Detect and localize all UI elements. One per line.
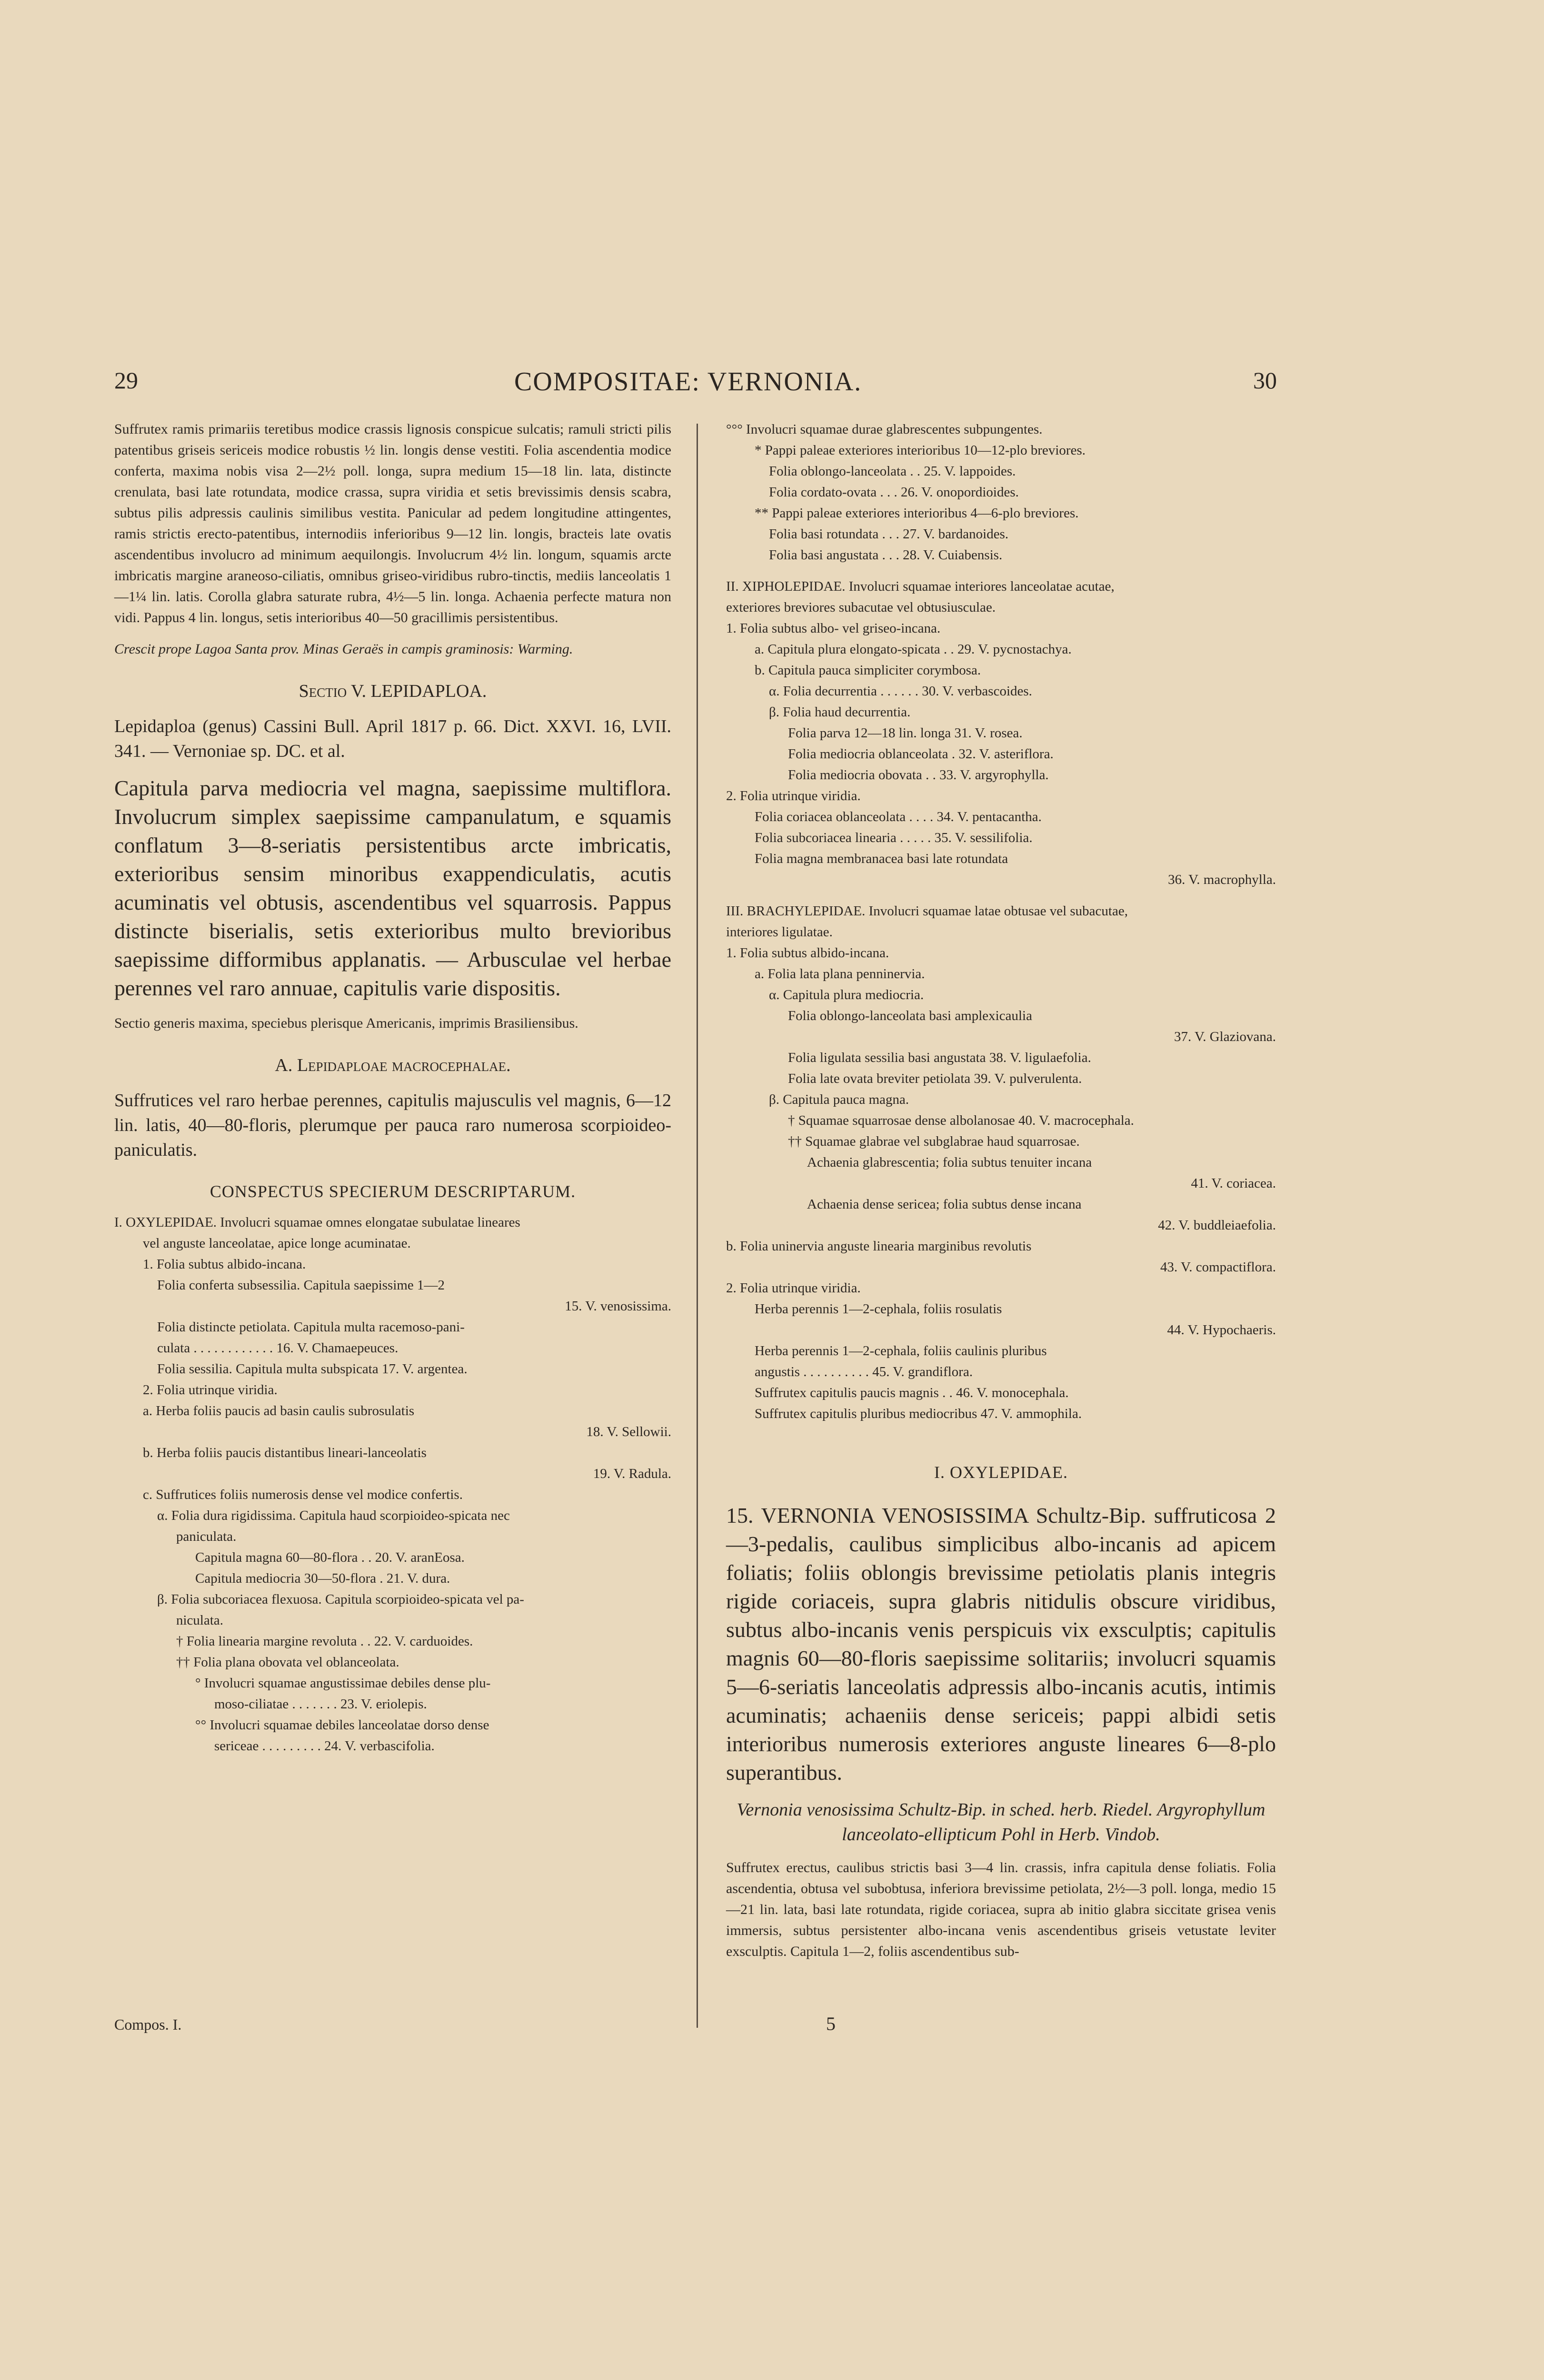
habitat-note: Crescit prope Lagoa Santa prov. Minas Geraës in campis graminosis: Warming. [114,641,573,657]
species-key-right [726,419,1276,1424]
key-line: Capitula mediocria 30—50-flora . 21. V. dura. [195,1571,450,1586]
key-line: Folia oblongo-lanceolata basi amplexicaulia [788,1008,1032,1023]
key-line: 41. V. coriacea. [1191,1176,1276,1191]
sheet-number: 5 [826,2013,836,2034]
signature-mark: Compos. I. [114,2016,182,2033]
key-line: 2. Folia utrinque viridia. [726,788,861,803]
key-line: Folia ligulata sessilia basi angustata 38. V. ligulaefolia. [788,1050,1091,1065]
key-line: II. XIPHOLEPIDAE. Involucri squamae interiores lanceolatae acutae, [726,579,1115,594]
key-line: b. Capitula pauca simpliciter corymbosa. [755,663,981,678]
key-line: c. Suffrutices foliis numerosis dense vel modice confertis. [143,1487,463,1502]
key-line: Achaenia glabrescentia; folia subtus tenuiter incana [807,1155,1092,1170]
key-line: β. Capitula pauca magna. [769,1092,909,1107]
key-line: Folia conferta subsessilia. Capitula saepissime 1—2 [157,1278,445,1293]
key-line: † Folia linearia margine revoluta . . 22. V. carduoides. [176,1634,473,1649]
key-line: ** Pappi paleae exteriores interioribus 4—6-plo breviores. [755,506,1079,521]
key-line: 42. V. buddleiaefolia. [1158,1218,1276,1233]
right-column [726,419,1276,1962]
key-line: Folia late ovata breviter petiolata 39. V. pulverulenta. [788,1071,1082,1086]
key-line: moso-ciliatae . . . . . . . 23. V. eriolepis. [214,1696,427,1712]
key-line: a. Folia lata plana penninervia. [755,966,925,982]
key-line: 15. V. venosissima. [565,1299,671,1314]
key-line: °° Involucri squamae debiles lanceolatae dorso dense [195,1717,489,1733]
key-line: ° Involucri squamae angustissimae debiles dense plu- [195,1676,491,1691]
key-line: β. Folia haud decurrentia. [769,704,911,720]
key-line: exteriores breviores subacutae vel obtusiusculae. [726,600,996,615]
key-line: 2. Folia utrinque viridia. [143,1382,278,1398]
genus-citation: Lepidaploa (genus) Cassini Bull. April 1817 p. 66. Dict. XXVI. 16, LVII. 341. — Vernoniae sp. DC. et al. [114,716,671,761]
key-line: Herba perennis 1—2-cephala, foliis rosulatis [755,1301,1002,1317]
section-description: Capitula parva mediocria vel magna, saepissime multiflora. Involucrum simplex saepissime campanulatum, e squamis conflatum 3—8-seriatis persistentibus arcte imbricatis, exterioribus sensim minoribus exappendiculatis, acutis acuminatis vel obtusis, ascendentibus vel squarrosis. Pappus distincte biserialis, setis exterioribus multo brevioribus saepissime difformibus applanatis. — Arbusculae vel herbae perennes vel raro annuae, capitulis varie dispositis. [114,776,671,1000]
key-line: a. Herba foliis paucis ad basin caulis subrosulatis [143,1403,415,1418]
key-line: Folia coriacea oblanceolata . . . . 34. V. pentacantha. [755,809,1042,824]
key-line: α. Capitula plura mediocria. [769,987,924,1002]
key-line: 19. V. Radula. [593,1466,671,1481]
key-line: 43. V. compactiflora. [1160,1259,1276,1275]
left-page-number: 29 [114,367,138,394]
key-line: Folia mediocria oblanceolata . 32. V. asteriflora. [788,746,1054,762]
key-line: 1. Folia subtus albido-incana. [143,1257,306,1272]
key-line: Folia sessilia. Capitula multa subspicata 17. V. argentea. [157,1361,468,1377]
key-line: Folia magna membranacea basi late rotundata [755,851,1008,866]
key-line: angustis . . . . . . . . . . 45. V. grandiflora. [755,1364,973,1379]
species-synonyms: Vernonia venosissima Schultz-Bip. in sched. herb. Riedel. Argyrophyllum lanceolato-ellipticum Pohl in Herb. Vindob. [737,1800,1265,1844]
conspectus-title: CONSPECTUS SPECIERUM DESCRIPTARUM. [209,1182,576,1201]
key-line: Folia basi angustata . . . 28. V. Cuiabensis. [769,547,1003,563]
key-line: III. BRACHYLEPIDAE. Involucri squamae latae obtusae vel subacutae, [726,903,1128,919]
right-page-number: 30 [1253,367,1277,394]
group-heading: I. OXYLEPIDAE. [934,1463,1068,1482]
key-line: 2. Folia utrinque viridia. [726,1280,861,1296]
key-line: Capitula magna 60—80-flora . . 20. V. aranEosa. [195,1550,465,1565]
column-divider [697,424,698,2028]
key-line: α. Folia dura rigidissima. Capitula haud scorpioideo-spicata nec [157,1508,510,1523]
key-line: niculata. [176,1613,224,1628]
key-line: Folia oblongo-lanceolata . . 25. V. lappoides. [769,464,1016,479]
key-line: Suffrutex capitulis pluribus mediocribus 47. V. ammophila. [755,1406,1082,1421]
key-line: † Squamae squarrosae dense albolanosae 40. V. macrocephala. [788,1113,1134,1128]
key-line: †† Folia plana obovata vel oblanceolata. [176,1655,399,1670]
species-full-description: Suffrutex erectus, caulibus strictis basi 3—4 lin. crassis, infra capitula dense foliatis. Folia ascendentia, obtusa vel subobtusa, inferiora brevissime petiolata, 2½—3 poll. longa, medio 15—21 lin. lata, basi late rotundata, rigide coriacea, supra ab initio glabra siccitate grisea venis immersis, subtus persistenter albo-incana venis ascendentibus griseis vetustate leviter exsculptis. Capitula 1—2, foliis ascendentibus sub- [726,1860,1276,1959]
key-line: 44. V. Hypochaeris. [1167,1322,1276,1338]
key-line: Herba perennis 1—2-cephala, foliis caulinis pluribus [755,1343,1047,1359]
key-line: sericeae . . . . . . . . . 24. V. verbascifolia. [214,1738,435,1754]
key-line: culata . . . . . . . . . . . . 16. V. Chamaepeuces. [157,1340,398,1356]
key-line: Suffrutex capitulis paucis magnis . . 46. V. monocephala. [755,1385,1069,1400]
key-line: b. Folia uninervia anguste linearia marginibus revolutis [726,1239,1032,1254]
species-key-left [114,1212,671,1756]
key-line: α. Folia decurrentia . . . . . . 30. V. verbascoides. [769,684,1032,699]
left-column [114,419,671,1756]
key-line: Folia subcoriacea linearia . . . . . 35. V. sessilifolia. [755,830,1033,845]
key-line: a. Capitula plura elongato-spicata . . 29. V. pycnostachya. [755,642,1072,657]
key-line: interiores ligulatae. [726,924,833,940]
key-line: Folia cordato-ovata . . . 26. V. onopordioides. [769,485,1019,500]
species-diagnosis: 15. VERNONIA VENOSISSIMA Schultz-Bip. suffruticosa 2—3-pedalis, caulibus simplicibus albo-incanis ad apicem foliatis; foliis oblongis brevissime petiolatis planis integris rigide coriaceis, supra glabris nitidulis obscure viridibus, subtus albo-incanis venis perspicuis vix exsculptis; capitulis magnis 60—80-floris saepissime solitariis; involucri squamis 5—6-seriatis lanceolatis adpressis albo-incanis acutis, intimis acuminatis; achaeniis dense sericeis; pappi albidi setis interioribus numerosis exteriores anguste lineares 6—8-plo superantibus. [726,1503,1276,1785]
section-heading: Sectio V. LEPIDAPLOA. [299,681,487,701]
section-note: Sectio generis maxima, speciebus plerisque Americanis, imprimis Brasiliensibus. [114,1015,578,1031]
key-line: b. Herba foliis paucis distantibus lineari-lanceolatis [143,1445,427,1460]
key-line: Folia distincte petiolata. Capitula multa racemoso-pani- [157,1319,465,1335]
key-line: 36. V. macrophylla. [1168,872,1276,887]
key-line: 1. Folia subtus albido-incana. [726,945,889,961]
subsection-description: Suffrutices vel raro herbae perennes, capitulis majusculis vel magnis, 6—12 lin. latis, 40—80-floris, plerumque per pauca raro numerosa scorpioideo-paniculatis. [114,1091,671,1160]
key-line: Folia mediocria obovata . . 33. V. argyrophylla. [788,767,1049,783]
key-line: °°° Involucri squamae durae glabrescentes subpungentes. [726,422,1043,437]
key-line: 37. V. Glaziovana. [1174,1029,1276,1044]
key-line: 18. V. Sellowii. [586,1424,671,1439]
key-line: paniculata. [176,1529,237,1544]
key-line: Folia parva 12—18 lin. longa 31. V. rosea. [788,725,1023,741]
running-title: COMPOSITAE: VERNONIA. [514,367,862,397]
key-line: I. OXYLEPIDAE. Involucri squamae omnes elongatae subulatae lineares [114,1215,520,1230]
key-line: Achaenia dense sericea; folia subtus dense incana [807,1197,1082,1212]
species-description-continued: Suffrutex ramis primariis teretibus modice crassis lignosis conspicue sulcatis; ramuli stricti pilis patentibus griseis sericeis modice robustis ½ lin. longis dense vestiti. Folia ascendentia modice conferta, maxima nobis visa 2—2½ poll. longa, supra medium 15—18 lin. lata, distincte crenulata, basi late rotundata, modice crassa, supra viridia et setis brevissimis densis scabra, subtus pilis adpressis caulinis similibus vestita. Panicular ad pedem longitudine attingentes, ramis strictis erecto-patentibus, internodiis inferioribus 9—12 lin. longis, bracteis late ovatis ascendentibus involucro ad minimum aequilongis. Involucrum 4½ lin. longum, squamis arcte imbricatis margine araneoso-ciliatis, omnibus griseo-viridibus rubro-tinctis, mediis lanceolatis 1—1¼ lin. latis. Corolla glabra saturate rubra, 4½—5 lin. longa. Achaenia perfecte matura non vidi. Pappus 4 lin. longus, setis interioribus 40—50 gracillimis persistentibus. [114,421,671,625]
key-line: 1. Folia subtus albo- vel griseo-incana. [726,621,941,636]
key-line: vel anguste lanceolatae, apice longe acuminatae. [143,1236,411,1251]
key-line: * Pappi paleae exteriores interioribus 10—12-plo breviores. [755,443,1086,458]
subsection-heading: A. Lepidaploae macrocephalae. [275,1055,511,1075]
key-line: Folia basi rotundata . . . 27. V. bardanoides. [769,526,1009,542]
key-line: β. Folia subcoriacea flexuosa. Capitula scorpioideo-spicata vel pa- [157,1592,524,1607]
key-line: †† Squamae glabrae vel subglabrae haud squarrosae. [788,1134,1080,1149]
